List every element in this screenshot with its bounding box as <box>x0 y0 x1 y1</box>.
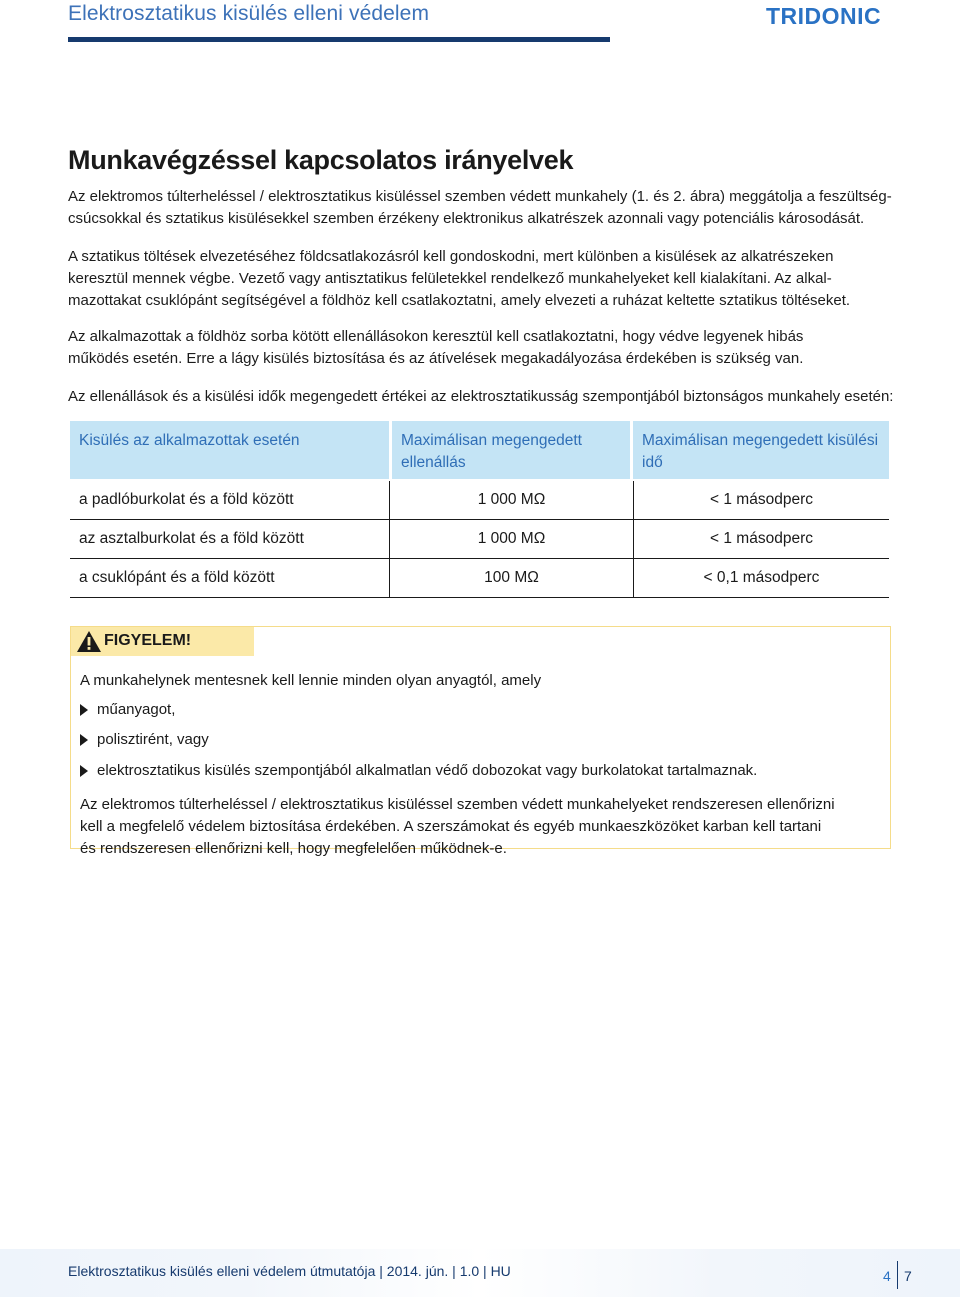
table-cell: < 0,1 másodperc <box>633 559 889 597</box>
table-row <box>70 481 889 520</box>
list-item-text: műanyagot, <box>97 701 176 718</box>
list-item-text: elektrosztatikus kisülés szempontjából alkalmatlan védő dobozokat vagy burkolatokat tartalmaznak. <box>97 762 758 779</box>
list-item <box>80 760 757 782</box>
table-cell: az asztalburkolat és a föld között <box>79 530 304 547</box>
total-page-number: 7 <box>904 1268 912 1284</box>
warning-header <box>71 627 254 656</box>
section-heading: Munkavégzéssel kapcsolatos irányelvek <box>68 145 574 175</box>
list-item <box>80 729 209 751</box>
resistance-table <box>70 421 889 598</box>
table-cell: 100 MΩ <box>389 559 633 597</box>
warning-triangle-icon <box>77 631 101 652</box>
bullet-arrow-icon <box>80 704 88 716</box>
table-header-cell: Maximálisan megengedett kisülési idő <box>633 421 889 479</box>
warning-box <box>70 626 891 857</box>
table-cell: 1 000 MΩ <box>389 481 633 519</box>
paragraph-grounding: A sztatikus töltések elvezetéséhez földcsatlakozásról kell gondoskodni, mert különben a kisülések az alkatrészeken keresztül mennek végbe. Vezető vagy antisztatikus felületekkel rendelkező munkahelyeket kell kialakítani. Az alkal- mazottakat csuklópánt segítségével a földhöz kell csatlakoztatni, amely elvezeti a ruházat keltette sztatikus töltéseket. <box>68 248 851 309</box>
current-page-number: 4 <box>883 1268 891 1284</box>
document-header-title: Elektrosztatikus kisülés elleni védelem <box>68 2 430 25</box>
table-cell: 1 000 MΩ <box>389 520 633 558</box>
table-cell: a csuklópánt és a föld között <box>79 569 275 586</box>
bullet-arrow-icon <box>80 734 88 746</box>
table-cell: < 1 másodperc <box>633 481 889 519</box>
list-item <box>80 699 175 721</box>
header-rule <box>68 37 610 42</box>
table-header-cell: Maximálisan megengedett ellenállás <box>392 421 630 479</box>
list-item-text: polisztirént, vagy <box>97 731 209 748</box>
paragraph-resistors: Az alkalmazottak a földhöz sorba kötött ellenállásokon keresztül kell csatlakoztatni, hogy védve legyenek hibás működés esetén. Erre a lágy kisülés biztosítása és az átívelések megakadályozása érdekében is szükség van. <box>68 328 804 367</box>
footer-text: Elektrosztatikus kisülés elleni védelem útmutatója | 2014. jún. | 1.0 | HU <box>68 1263 511 1279</box>
paragraph-table-intro: Az ellenállások és a kisülési idők megengedett értékei az elektrosztatikusság szempontjából biztonságos munkahely esetén: <box>68 388 894 405</box>
table-row <box>70 520 889 559</box>
warning-intro: A munkahelynek mentesnek kell lennie minden olyan anyagtól, amely <box>80 672 542 689</box>
warning-outro: Az elektromos túlterheléssel / elektrosztatikus kisüléssel szemben védett munkahelyeket rendszeresen ellenőrizni kell a megfelelő védelem biztosítása érdekében. A szerszámokat és egyéb munkaeszközöket karban kell tartani és rendszeresen ellenőrizni kell, hogy megfelelően működnek-e. <box>80 796 835 857</box>
paragraph-intro: Az elektromos túlterheléssel / elektrosztatikus kisüléssel szemben védett munkahely (1. és 2. ábra) meggátolja a feszültség- csúcsokkal és sztatikus kisülésekkel szemben érzékeny elektronikus alkatrészek azonnali vagy potenciális károsodását. <box>68 188 892 227</box>
warning-label: FIGYELEM! <box>104 632 192 649</box>
table-header-cell: Kisülés az alkalmazottak esetén <box>70 421 389 479</box>
bullet-arrow-icon <box>80 765 88 777</box>
page-footer <box>0 1249 960 1297</box>
footer-divider <box>897 1261 898 1289</box>
table-cell: < 1 másodperc <box>633 520 889 558</box>
table-row <box>70 559 889 598</box>
table-cell: a padlóburkolat és a föld között <box>79 491 294 508</box>
tridonic-logo: TRIDONIC <box>766 3 882 29</box>
table-header-row <box>70 421 889 479</box>
